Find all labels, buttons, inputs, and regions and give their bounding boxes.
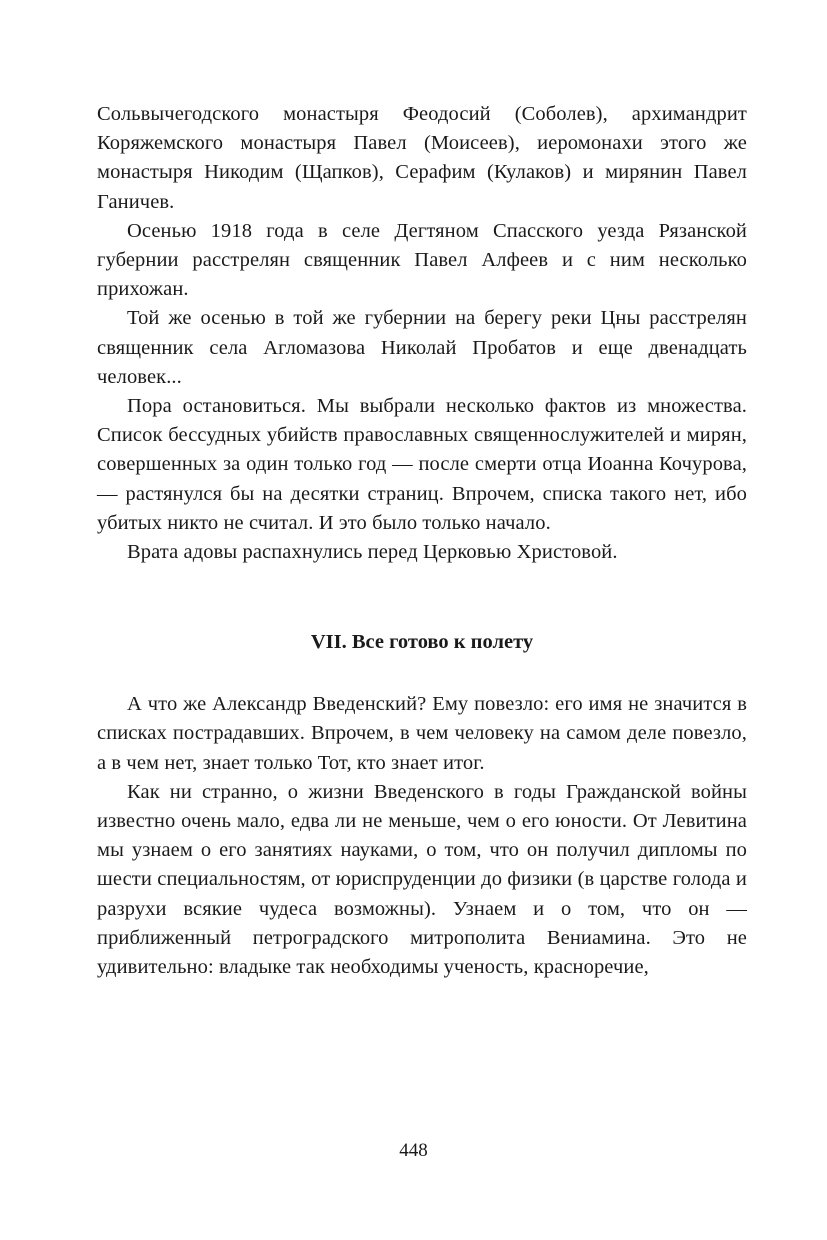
paragraph: Сольвычегодского монастыря Феодосий (Соболев), архимандрит Коряжемского монастыря Павел (Моисеев), иеромонахи этого же монастыря Никодим (Щапков), Серафим (Кулаков) и мирянин Павел Ганичев. xyxy=(97,103,747,213)
paragraph: Пора остановиться. Мы выбрали несколько фактов из множества. Список бессудных убийств православных священнослужителей и мирян, совершенных за один только год — после смерти отца Иоанна Кочурова, — растянулся бы на десятки страниц. Впрочем, списка такого нет, ибо убитых никто не считал. И это было только начало. xyxy=(97,395,747,534)
paragraph: Как ни странно, о жизни Введенского в годы Гражданской войны известно очень мало, едва ли не меньше, чем о его юности. От Левитина мы узнаем о его занятиях науками, о том, что он получил дипломы по шести специальностям, от юриспруденции до физики (в царстве голода и разрухи всякие чудеса возможны). Узнаем и о том, что он — приближенный петроградского митрополита Вениамина. Это не удивительно: владыке так необходимы ученость, красноречие, xyxy=(97,780,747,979)
page-number: 448 xyxy=(399,1140,428,1161)
text-block xyxy=(97,100,747,982)
paragraph: Той же осенью в той же губернии на берегу реки Цны расстрелян священник села Агломазова Николай Пробатов и еще двенадцать человек... xyxy=(97,307,747,388)
paragraph: А что же Александр Введенский? Ему повезло: его имя не значится в списках пострадавших. Впрочем, в чем человеку на самом деле повезло, а в чем нет, знает только Тот, кто знает итог. xyxy=(97,693,747,774)
chapter-heading: VII. Все готово к полету xyxy=(310,631,534,654)
paragraph: Осенью 1918 года в селе Дегтяном Спасского уезда Рязанской губернии расстрелян священник Павел Алфеев и с ним несколько прихожан. xyxy=(97,219,747,301)
paragraph: Врата адовы распахнулись перед Церковью Христовой. xyxy=(127,541,618,564)
